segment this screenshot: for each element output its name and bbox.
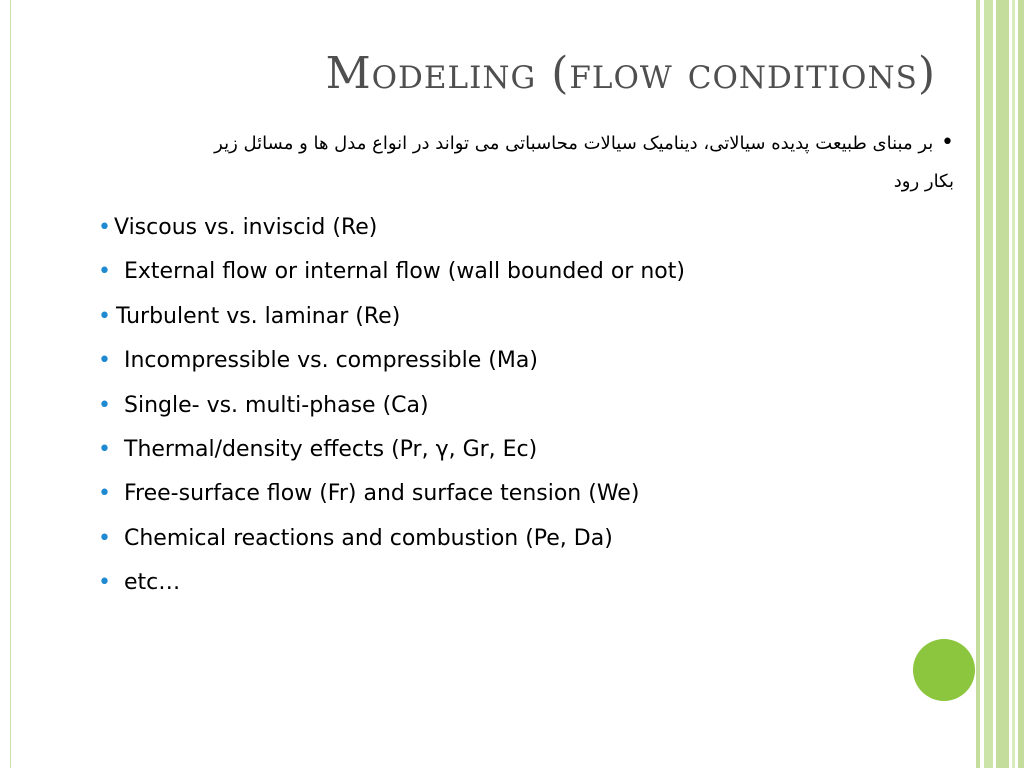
bullet-icon: • xyxy=(98,392,111,418)
list-item xyxy=(98,206,685,250)
list-item xyxy=(98,428,685,472)
bullet-icon: • xyxy=(98,348,111,374)
flow-conditions-list xyxy=(98,206,685,606)
list-item xyxy=(98,339,685,383)
persian-intro-paragraph xyxy=(194,124,954,201)
bullet-icon: • xyxy=(98,215,111,240)
list-item xyxy=(98,250,685,294)
list-item xyxy=(98,295,685,339)
list-item xyxy=(98,517,685,561)
list-item-text: Incompressible vs. compressible (Ma) xyxy=(124,348,538,374)
list-item-text: Chemical reactions and combustion (Pe, Da) xyxy=(124,525,613,551)
bullet-icon: • xyxy=(98,525,111,551)
decorative-stripe xyxy=(976,0,980,768)
list-item-text: External flow or internal flow (wall bounded or not) xyxy=(124,259,685,285)
bullet-icon: • xyxy=(941,130,954,155)
list-item xyxy=(98,472,685,516)
bullet-icon: • xyxy=(98,436,111,462)
decorative-stripe xyxy=(996,0,1009,768)
decorative-stripe xyxy=(1012,0,1015,768)
list-item-text: Free-surface flow (Fr) and surface tension (We) xyxy=(124,481,640,507)
left-margin-line xyxy=(10,0,11,768)
list-item xyxy=(98,561,685,605)
list-item-text: Viscous vs. inviscid (Re) xyxy=(114,215,378,240)
bullet-icon: • xyxy=(98,570,111,596)
bullet-icon: • xyxy=(98,481,111,507)
list-item-text: Thermal/density effects (Pr, γ, Gr, Ec) xyxy=(124,436,538,462)
persian-intro-text: بر مبنای طبیعت پدیده سیالاتی، دینامیک سیالات محاسباتی می تواند در انواع مدل ها و مسائل زیر بکار رود xyxy=(214,133,954,192)
list-item-text: Single- vs. multi-phase (Ca) xyxy=(124,392,429,418)
list-item-text: etc… xyxy=(124,570,181,596)
decorative-stripe xyxy=(984,0,993,768)
slide-title: Modeling (flow conditions) xyxy=(325,48,936,99)
decorative-stripe xyxy=(1018,0,1024,768)
green-circle-decoration xyxy=(913,639,975,701)
bullet-icon: • xyxy=(98,303,111,329)
bullet-icon: • xyxy=(98,259,111,285)
list-item-text: Turbulent vs. laminar (Re) xyxy=(116,303,401,329)
list-item xyxy=(98,384,685,428)
